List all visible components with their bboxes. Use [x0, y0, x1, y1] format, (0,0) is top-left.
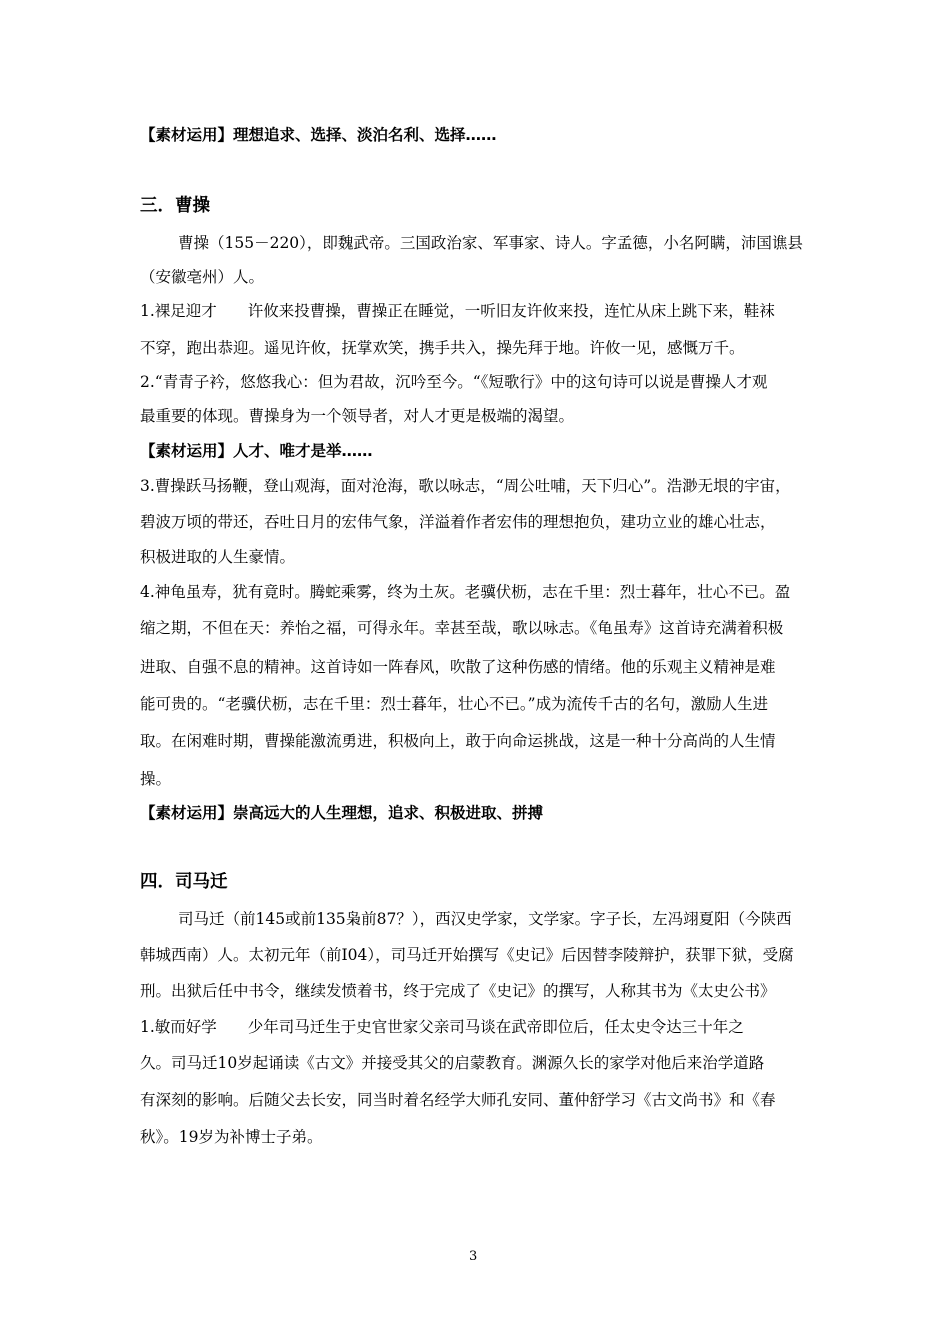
paragraph-line: （安徽亳州）人。	[140, 268, 265, 286]
section-heading-sima-qian: 四．司马迁	[140, 872, 228, 892]
paragraph-line: 曹操（155－220），即魏武帝。三国政治家、军事家、诗人。字孟德，小名阿瞒，沛国谯县	[178, 234, 803, 252]
material-usage-note: 【素材运用】崇高远大的人生理想，追求、积极进取、拼搏	[140, 804, 544, 822]
paragraph-line: 积极进取的人生豪情。	[140, 548, 296, 566]
paragraph-line: 刑。出狱后任中书令，继续发愤着书，终于完成了《史记》的撰写，人称其书为《太史公书》	[140, 982, 776, 1000]
paragraph-line: 不穿，跑出恭迎。遥见许攸，抚掌欢笑，携手共入，操先拜于地。许攸一见，感慨万千。	[140, 339, 745, 357]
paragraph-line: 进取、自强不息的精神。这首诗如一阵春风，吹散了这种伤感的情绪。他的乐观主义精神是难	[140, 658, 776, 676]
material-usage-note: 【素材运用】人才、唯才是举……	[140, 442, 373, 460]
paragraph-line: 韩城西南）人。太初元年（前I04），司马迁开始撰写《史记》后因替李陵辩护，获罪下狱，受腐	[140, 946, 794, 964]
paragraph-line: 取。在闲难时期，曹操能激流勇进，积极向上，敢于向命运挑战，这是一种十分高尚的人生情	[140, 732, 776, 750]
paragraph-line: 秋》。19岁为补博士子弟。	[140, 1128, 323, 1146]
paragraph-line: 碧波万顷的带还，吞吐日月的宏伟气象，洋溢着作者宏伟的理想抱负，建功立业的雄心壮志，	[140, 513, 776, 531]
paragraph-line: 司马迁（前145或前135枭前87？），西汉史学家，文学家。字子长，左冯翊夏阳（今陕西	[178, 910, 792, 928]
paragraph-line: 最重要的体现。曹操身为一个领导者，对人才更是极端的渴望。	[140, 407, 575, 425]
paragraph-line: 有深刻的影响。后随父去长安，同当时着名经学大师孔安同、董仲舒学习《古文尚书》和《春	[140, 1091, 776, 1109]
paragraph-line: 久。司马迁10岁起诵读《古文》并接受其父的启蒙教育。渊源久长的家学对他后来治学道路	[140, 1054, 765, 1072]
paragraph-line: 操。	[140, 770, 172, 788]
page-number: 3	[469, 1249, 478, 1264]
section-heading-cao-cao: 三．曹操	[140, 196, 210, 216]
paragraph-line: 2.“青青子衿，悠悠我心：但为君故，沉吟至今。“《短歌行》中的这句诗可以说是曹操人才观	[140, 373, 768, 391]
material-usage-note: 【素材运用】理想追求、选择、淡泊名利、选择……	[140, 126, 497, 144]
paragraph-line: 能可贵的。“老骥伏枥，志在千里：烈士暮年，壮心不已。”成为流传千古的名句，激励人生进	[140, 695, 769, 713]
paragraph-line: 1.敏而好学 少年司马迁生于史官世家父亲司马谈在武帝即位后，任太史令达三十年之	[140, 1018, 744, 1036]
paragraph-line: 3.曹操跃马扬鞭，登山观海，面对沧海，歌以咏志，“周公吐哺，天下归心”。浩渺无垠的宇宙，	[140, 477, 791, 495]
paragraph-line: 1.裸足迎才 许攸来投曹操，曹操正在睡觉，一听旧友许攸来投，连忙从床上跳下来，鞋袜	[140, 302, 775, 320]
paragraph-line: 缩之期，不但在天：养怡之福，可得永年。幸甚至哉，歌以咏志。《龟虽寿》这首诗充满着积极	[140, 619, 784, 637]
paragraph-line: 4.神龟虽寿，犹有竟时。腾蛇乘雾，终为土灰。老骥伏枥，志在千里：烈士暮年，壮心不已。盈	[140, 583, 791, 601]
